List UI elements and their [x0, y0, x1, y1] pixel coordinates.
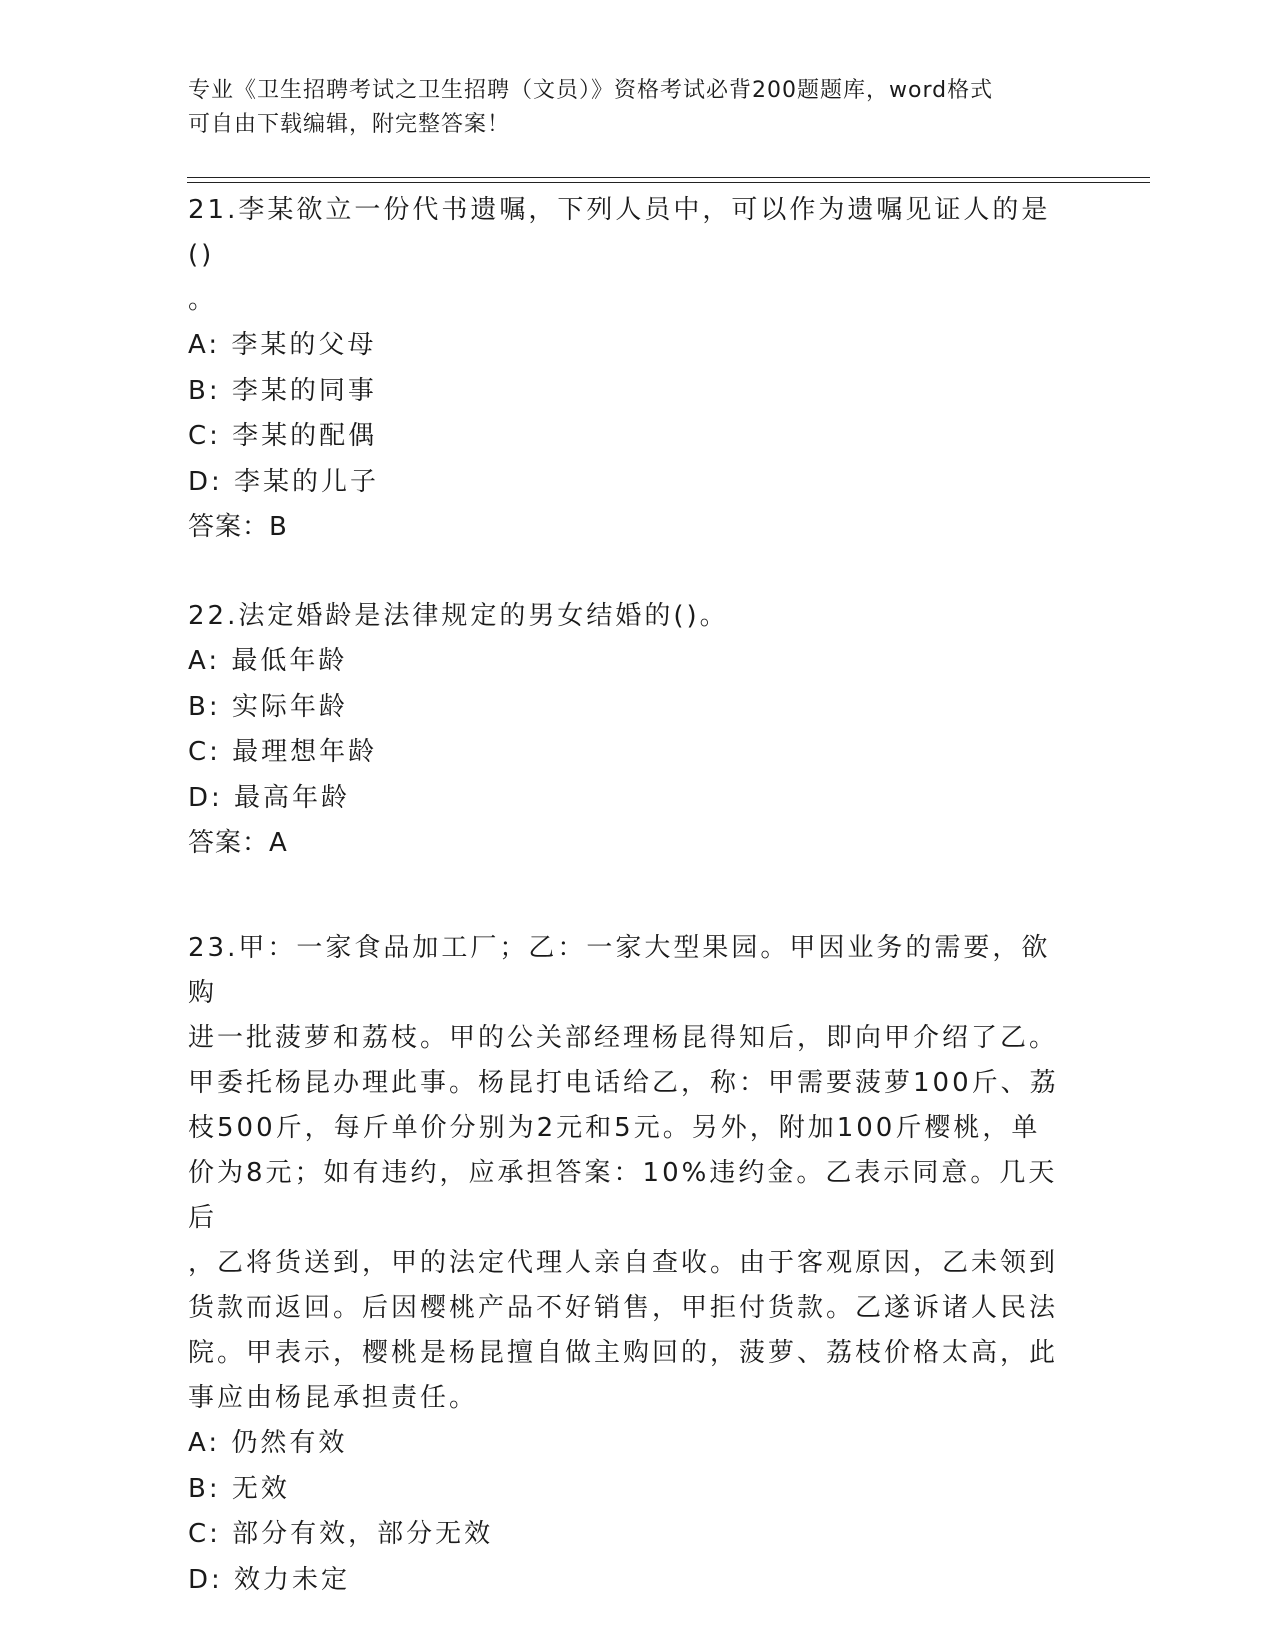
question-text: 22.法定婚龄是法律规定的男女结婚的()。: [188, 601, 729, 631]
question-text-line: 甲委托杨昆办理此事。杨昆打电话给乙，称：甲需要菠萝100斤、荔: [188, 1068, 1059, 1098]
option-b: B: 李某的同事: [188, 375, 377, 406]
option-a: A: 仍然有效: [188, 1428, 348, 1458]
question-text-line: ，乙将货送到，甲的法定代理人亲自查收。由于客观原因，乙未领到: [188, 1248, 1059, 1278]
option-c: C: 部分有效，部分无效: [188, 1519, 494, 1549]
question-text-continued: 。: [188, 285, 218, 315]
option-d: D: 效力未定: [188, 1564, 351, 1595]
intro-line-1: 专业《卫生招聘考试之卫生招聘（文员）》资格考试必背200题题库，word格式: [188, 78, 994, 103]
document-intro: [188, 74, 1068, 142]
option-b: B: 实际年龄: [188, 691, 348, 722]
option-a: A: 李某的父母: [188, 330, 377, 360]
header-divider-top: [187, 177, 1150, 178]
answer-line: 答案：B: [188, 512, 288, 542]
question-23: [188, 926, 1068, 1603]
option-c: C: 李某的配偶: [188, 421, 378, 451]
intro-line-2: 可自由下载编辑，附完整答案！: [188, 112, 511, 137]
answer-line: 答案：A: [188, 828, 288, 858]
option-b: B: 无效: [188, 1473, 290, 1504]
question-21: [188, 188, 1068, 550]
question-text: 21.李某欲立一份代书遗嘱，下列人员中，可以作为遗嘱见证人的是(): [188, 195, 1051, 270]
option-c: C: 最理想年龄: [188, 737, 378, 767]
question-text-line: 枝500斤，每斤单价分别为2元和5元。另外，附加100斤樱桃，单: [188, 1113, 1041, 1143]
question-text-line: 货款而返回。后因樱桃产品不好销售，甲拒付货款。乙遂诉诸人民法: [188, 1293, 1059, 1323]
question-22: [188, 594, 1068, 866]
question-text-line: 价为8元；如有违约，应承担答案：10%违约金。乙表示同意。几天后: [188, 1158, 1058, 1233]
question-text-line: 院。甲表示，樱桃是杨昆擅自做主购回的，菠萝、荔枝价格太高，此: [188, 1338, 1059, 1368]
question-text-line: 23.甲：一家食品加工厂；乙：一家大型果园。甲因业务的需要，欲购: [188, 933, 1051, 1008]
header-divider-bottom: [187, 182, 1150, 183]
option-a: A: 最低年龄: [188, 646, 348, 676]
question-text-line: 进一批菠萝和荔枝。甲的公关部经理杨昆得知后，即向甲介绍了乙。: [188, 1023, 1059, 1053]
option-d: D: 李某的儿子: [188, 466, 380, 497]
option-d: D: 最高年龄: [188, 782, 351, 813]
question-text-line: 事应由杨昆承担责任。: [188, 1383, 479, 1413]
question-list: [188, 188, 1068, 1603]
